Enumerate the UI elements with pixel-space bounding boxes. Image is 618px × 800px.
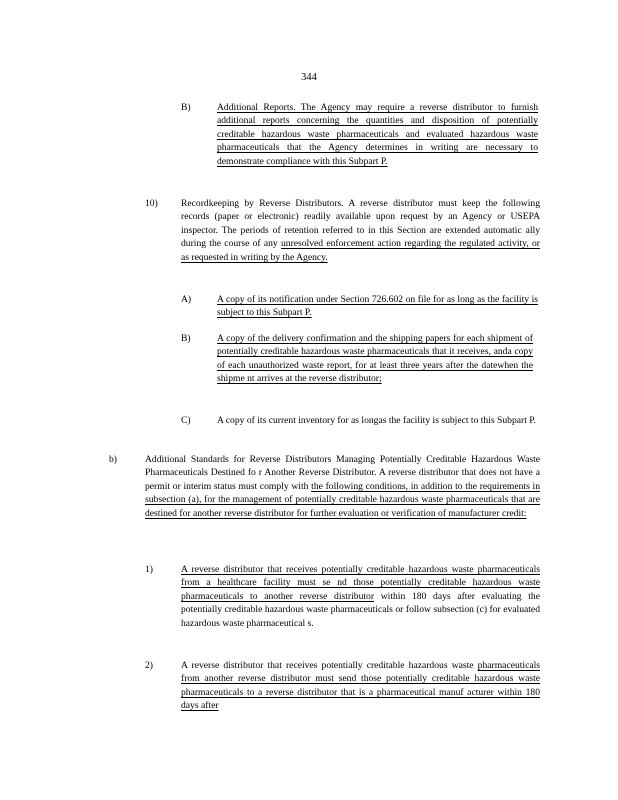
text-segment: A copy of its notification under Section 726.602 on file for as long as the facility is subject to this Subpart P. [217, 294, 538, 319]
text-segment: Additional Reports. The Agency may require a reverse distributor to furnish additional reports concerning the quantities and disposition of potentially creditable hazardous waste pharmaceuticals and evaluated hazardous waste pharmaceuticals that the Agency determines in writing are necessary to demonstrate compliance with this Subpart P. [217, 102, 538, 167]
item-text [181, 563, 540, 630]
item-label: b) [109, 454, 117, 465]
item-label: 2) [145, 660, 153, 671]
item-text [217, 293, 538, 320]
page-number: 344 [301, 72, 317, 83]
text-segment: A copy of its current inventory for as longas the facility is subject to this Subpart P. [217, 415, 536, 426]
item-label: C) [181, 415, 191, 426]
item-text [181, 197, 540, 264]
item-label: B) [181, 102, 191, 113]
text-segment: the following conditions, in addition to the requirements in subsection (a), for the management of potentially creditable hazardous waste pharmaceuticals that are destined for another reverse distributor for further evaluation or verification of manufacturer credit: [145, 480, 540, 519]
item-text [181, 659, 540, 713]
text-segment: pharmaceuticals from another reverse distributor must send those potentially creditable hazardous waste pharmaceuticals to a reverse distributor that is a pharmaceutical manuf acturer within 180 days after [181, 660, 540, 712]
text-segment: A reverse distributor that receives potentially creditable hazardous waste [181, 660, 478, 671]
item-text [217, 332, 533, 386]
text-segment: unresolved enforcement action regarding the regulated activity, or as requested in writing by the Agency. [181, 238, 540, 263]
item-label: A) [181, 294, 192, 305]
text-segment: Additional Standards for Reverse Distributors Managing Potentially Creditable Hazardous Waste Pharmaceuticals Destined fo r Another Reverse Distributor. A reverse distributor that does not have a permit or interim status must comply with [145, 454, 540, 492]
item-label: 1) [145, 564, 153, 575]
item-label: B) [181, 333, 191, 344]
text-segment: within 180 days after evaluating the potentially creditable hazardous waste pharmaceuticals or follow subsection (c) for evaluated hazardous waste pharmaceutical s. [181, 590, 540, 629]
item-text [145, 453, 540, 520]
text-segment: A reverse distributor that receives potentially creditable hazardous waste pharmaceuticals from a healthcare facility must se nd those potentially creditable hazardous waste pharmaceuticals to another reverse distributor [181, 564, 540, 602]
item-text [217, 101, 538, 168]
text-segment: Recordkeeping by Reverse Distributors. A reverse distributor must keep the following records (paper or electronic) readily available upon request by an Agency or USEPA inspector. The periods of retention referred to in this Section are extended automatic ally during the course of any [181, 198, 540, 250]
item-label: 10) [145, 198, 158, 209]
text-segment: A copy of the delivery confirmation and the shipping papers for each shipment of potentially creditable hazardous waste pharmaceuticals that it receives, anda copy of each unauthorized waste report, for at least three years after the datewhen the shipme nt arrives at the reverse distributor; [217, 333, 533, 385]
item-text [217, 414, 538, 427]
